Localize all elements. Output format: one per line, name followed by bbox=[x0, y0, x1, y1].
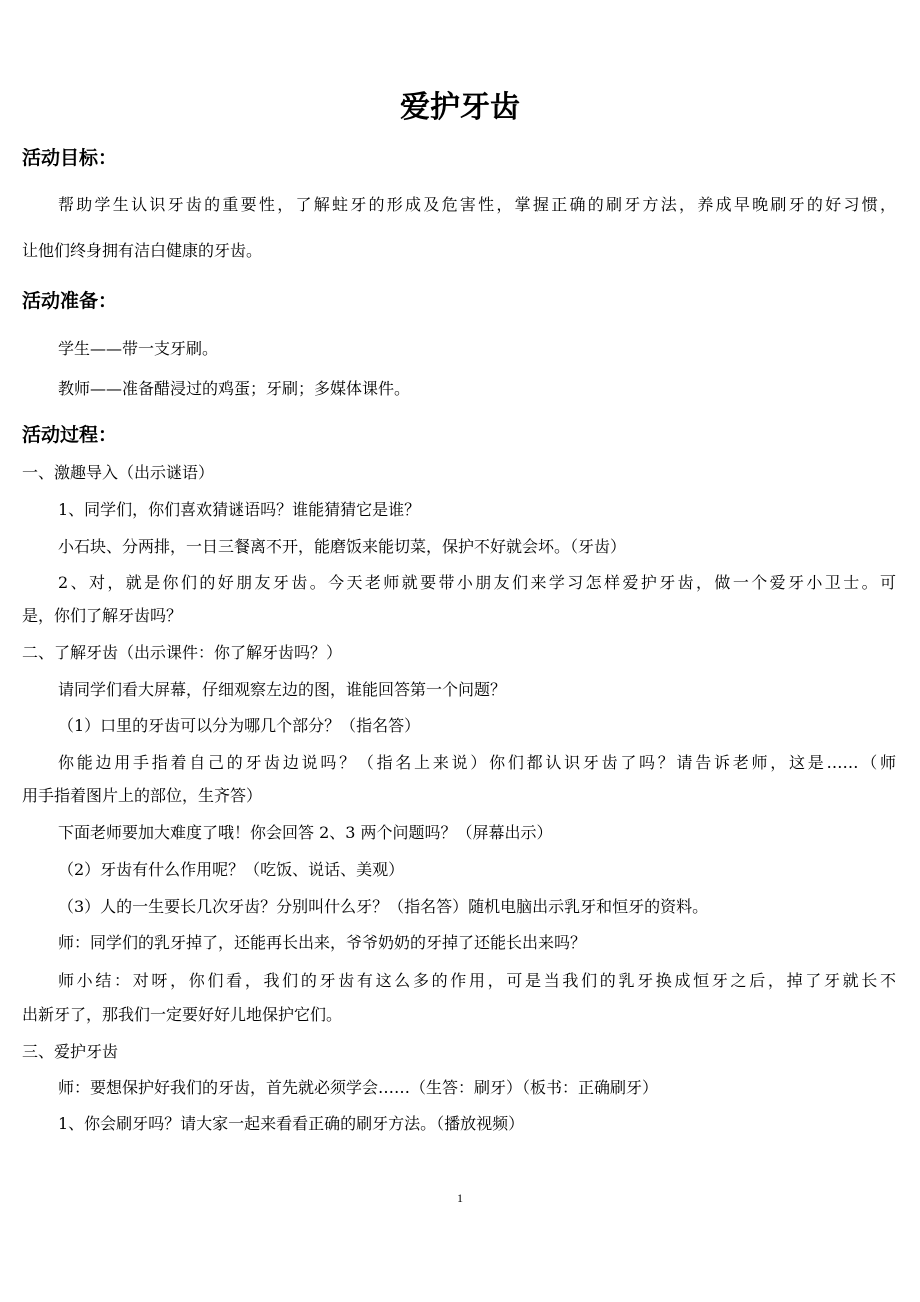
part2-line2: （1）口里的牙齿可以分为哪几个部分？（指名答） bbox=[58, 716, 421, 735]
part2-line6: （3）人的一生要长几次牙齿？分别叫什么牙？（指名答）随机电脑出示乳牙和恒牙的资料。 bbox=[58, 897, 709, 916]
part2-line4: 下面老师要加大难度了哦！你会回答 2、3 两个问题吗？（屏幕出示） bbox=[58, 823, 553, 842]
part1-line2: 小石块、分两排，一日三餐离不开，能磨饭来能切菜，保护不好就会坏。（牙齿） bbox=[58, 537, 627, 556]
heading-process: 活动过程： bbox=[22, 424, 118, 446]
part2-line5: （2）牙齿有什么作用呢？（吃饭、说话、美观） bbox=[58, 860, 405, 879]
part3-title: 三、爱护牙齿 bbox=[22, 1042, 119, 1061]
part2-line1: 请同学们看大屏幕，仔细观察左边的图，谁能回答第一个问题？ bbox=[58, 680, 507, 699]
part3-line1: 师：要想保护好我们的牙齿，首先就必须学会……（生答：刷牙）（板书：正确刷牙） bbox=[58, 1078, 659, 1097]
prep-teacher: 教师——准备醋浸过的鸡蛋；牙刷；多媒体课件。 bbox=[58, 379, 411, 398]
part1-line3b: 是，你们了解牙齿吗？ bbox=[22, 606, 183, 625]
part2-line7: 师：同学们的乳牙掉了，还能再长出来，爷爷奶奶的牙掉了还能长出来吗？ bbox=[58, 933, 587, 952]
goal-paragraph-line1: 帮助学生认识牙齿的重要性，了解蛀牙的形成及危害性，掌握正确的刷牙方法，养成早晚刷牙的好习惯， bbox=[58, 195, 896, 214]
heading-goal: 活动目标： bbox=[22, 147, 118, 169]
part3-line2: 1、你会刷牙吗？请大家一起来看看正确的刷牙方法。（播放视频） bbox=[58, 1114, 525, 1133]
part2-line8b: 出新牙了，那我们一定要好好儿地保护它们。 bbox=[22, 1005, 343, 1024]
part1-title: 一、激趣导入（出示谜语） bbox=[22, 463, 215, 482]
part2-title: 二、了解牙齿（出示课件：你了解牙齿吗？） bbox=[22, 643, 343, 662]
heading-prep: 活动准备： bbox=[22, 290, 118, 312]
document-title: 爱护牙齿 bbox=[400, 90, 520, 125]
part1-line3a: 2、对，就是你们的好朋友牙齿。今天老师就要带小朋友们来学习怎样爱护牙齿，做一个爱牙小卫士。可 bbox=[58, 573, 896, 592]
page-number: 1 bbox=[457, 1191, 463, 1205]
goal-paragraph-line2: 让他们终身拥有洁白健康的牙齿。 bbox=[22, 241, 263, 260]
part2-line3b: 用手指着图片上的部位，生齐答） bbox=[22, 786, 263, 805]
prep-student: 学生——带一支牙刷。 bbox=[58, 339, 219, 358]
part2-line3a: 你能边用手指着自己的牙齿边说吗？（指名上来说）你们都认识牙齿了吗？请告诉老师，这是……（师 bbox=[58, 753, 896, 772]
part2-line8a: 师小结：对呀，你们看，我们的牙齿有这么多的作用，可是当我们的乳牙换成恒牙之后，掉了牙就长不 bbox=[58, 971, 896, 990]
part1-line1: 1、同学们，你们喜欢猜谜语吗？谁能猜猜它是谁？ bbox=[58, 500, 421, 519]
